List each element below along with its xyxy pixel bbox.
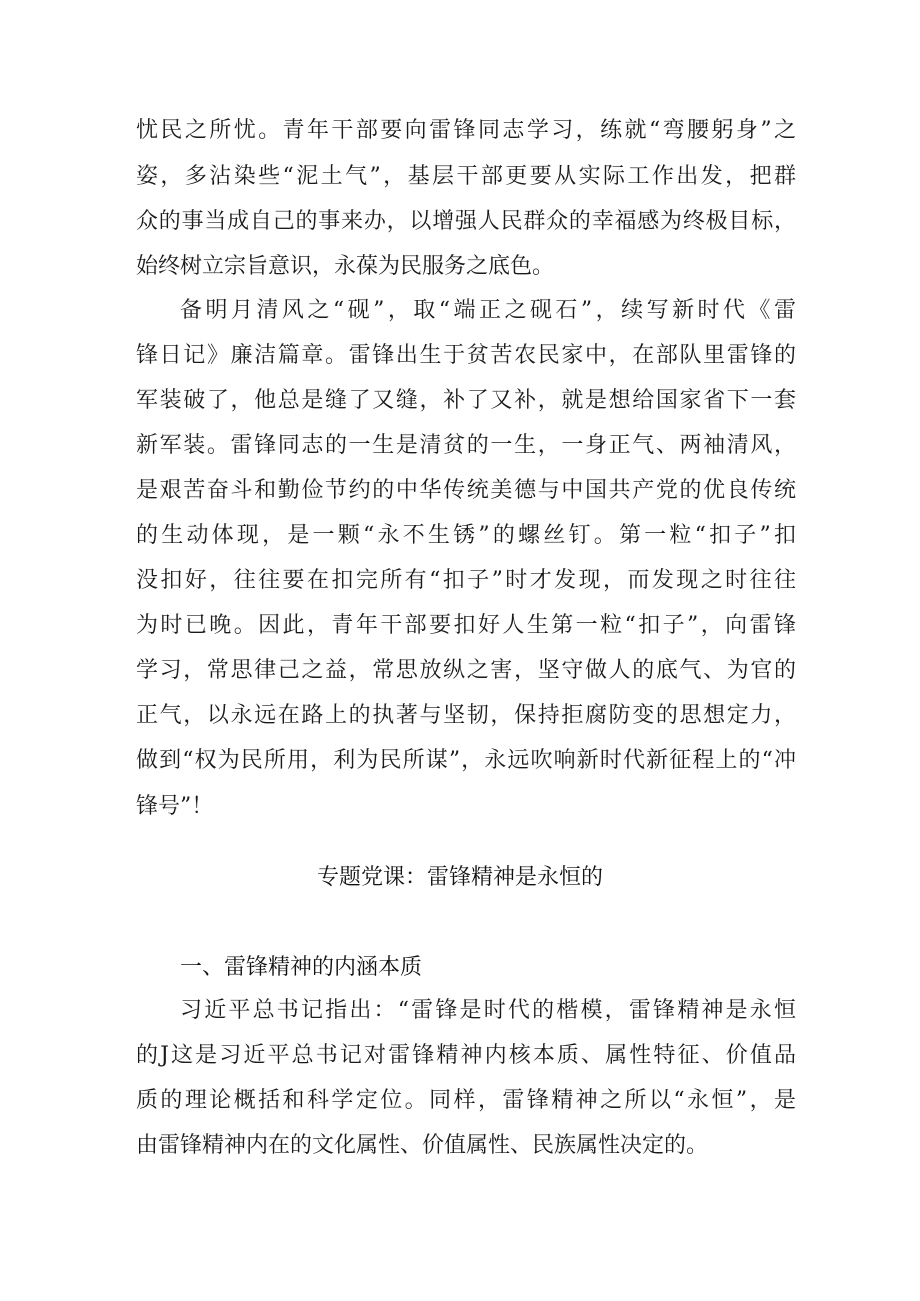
paragraph-line: 锋日记》廉洁篇章。雷锋出生于贫苦农民家中，在部队里雷锋的 (136, 343, 796, 368)
paragraph-line: 质的理论概括和科学定位。同样，雷锋精神之所以“永恒”，是 (136, 1088, 796, 1113)
paragraph-line: 锋号”！ (136, 794, 214, 819)
paragraph-line: 的生动体现，是一颗“永不生锈”的螺丝钉。第一粒“扣子”扣 (136, 523, 796, 548)
paragraph-line: 习近平总书记指出：“雷锋是时代的楷模，雷锋精神是永恒 (180, 998, 796, 1023)
paragraph-line: 为时已晚。因此，青年干部要扣好人生第一粒“扣子”，向雷锋 (136, 613, 796, 638)
paragraph-line: 姿，多沾染些“泥土气”，基层干部更要从实际工作出发，把群 (136, 164, 796, 189)
paragraph-line: 正气，以永远在路上的执著与坚韧，保持拒腐防变的思想定力， (136, 703, 796, 728)
paragraph-line: 做到“权为民所用，利为民所谋”，永远吹响新时代新征程上的“冲 (136, 748, 796, 773)
paragraph-line: 是艰苦奋斗和勤俭节约的中华传统美德与中国共产党的优良传统 (136, 478, 796, 503)
paragraph-line: 新军装。雷锋同志的一生是清贫的一生，一身正气、两袖清风， (136, 433, 796, 458)
paragraph-line: 学习，常思律己之益，常思放纵之害，坚守做人的底气、为官的 (136, 658, 796, 683)
paragraph-line: 由雷锋精神内在的文化属性、价值属性、民族属性决定的。 (136, 1133, 709, 1158)
section-heading: 一、雷锋精神的内涵本质 (180, 955, 423, 980)
paragraph-line: 没扣好，往往要在扣完所有“扣子”时才发现，而发现之时往往 (136, 568, 796, 593)
paragraph-line: 忧民之所忧。青年干部要向雷锋同志学习，练就“弯腰躬身”之 (136, 118, 796, 143)
paragraph-line: 备明月清风之“砚”，取“端正之砚石”，续写新时代《雷 (180, 298, 796, 323)
paragraph-line: 军装破了，他总是缝了又缝，补了又补，就是想给国家省下一套 (136, 388, 796, 413)
paragraph-line: 始终树立宗旨意识，永葆为民服务之底色。 (136, 254, 555, 279)
paragraph-line: 众的事当成自己的事来办，以增强人民群众的幸福感为终极目标， (136, 209, 796, 234)
paragraph-line: 的J这是习近平总书记对雷锋精神内核本质、属性特征、价值品 (136, 1043, 796, 1068)
document-title: 专题党课：雷锋精神是永恒的 (316, 865, 603, 890)
